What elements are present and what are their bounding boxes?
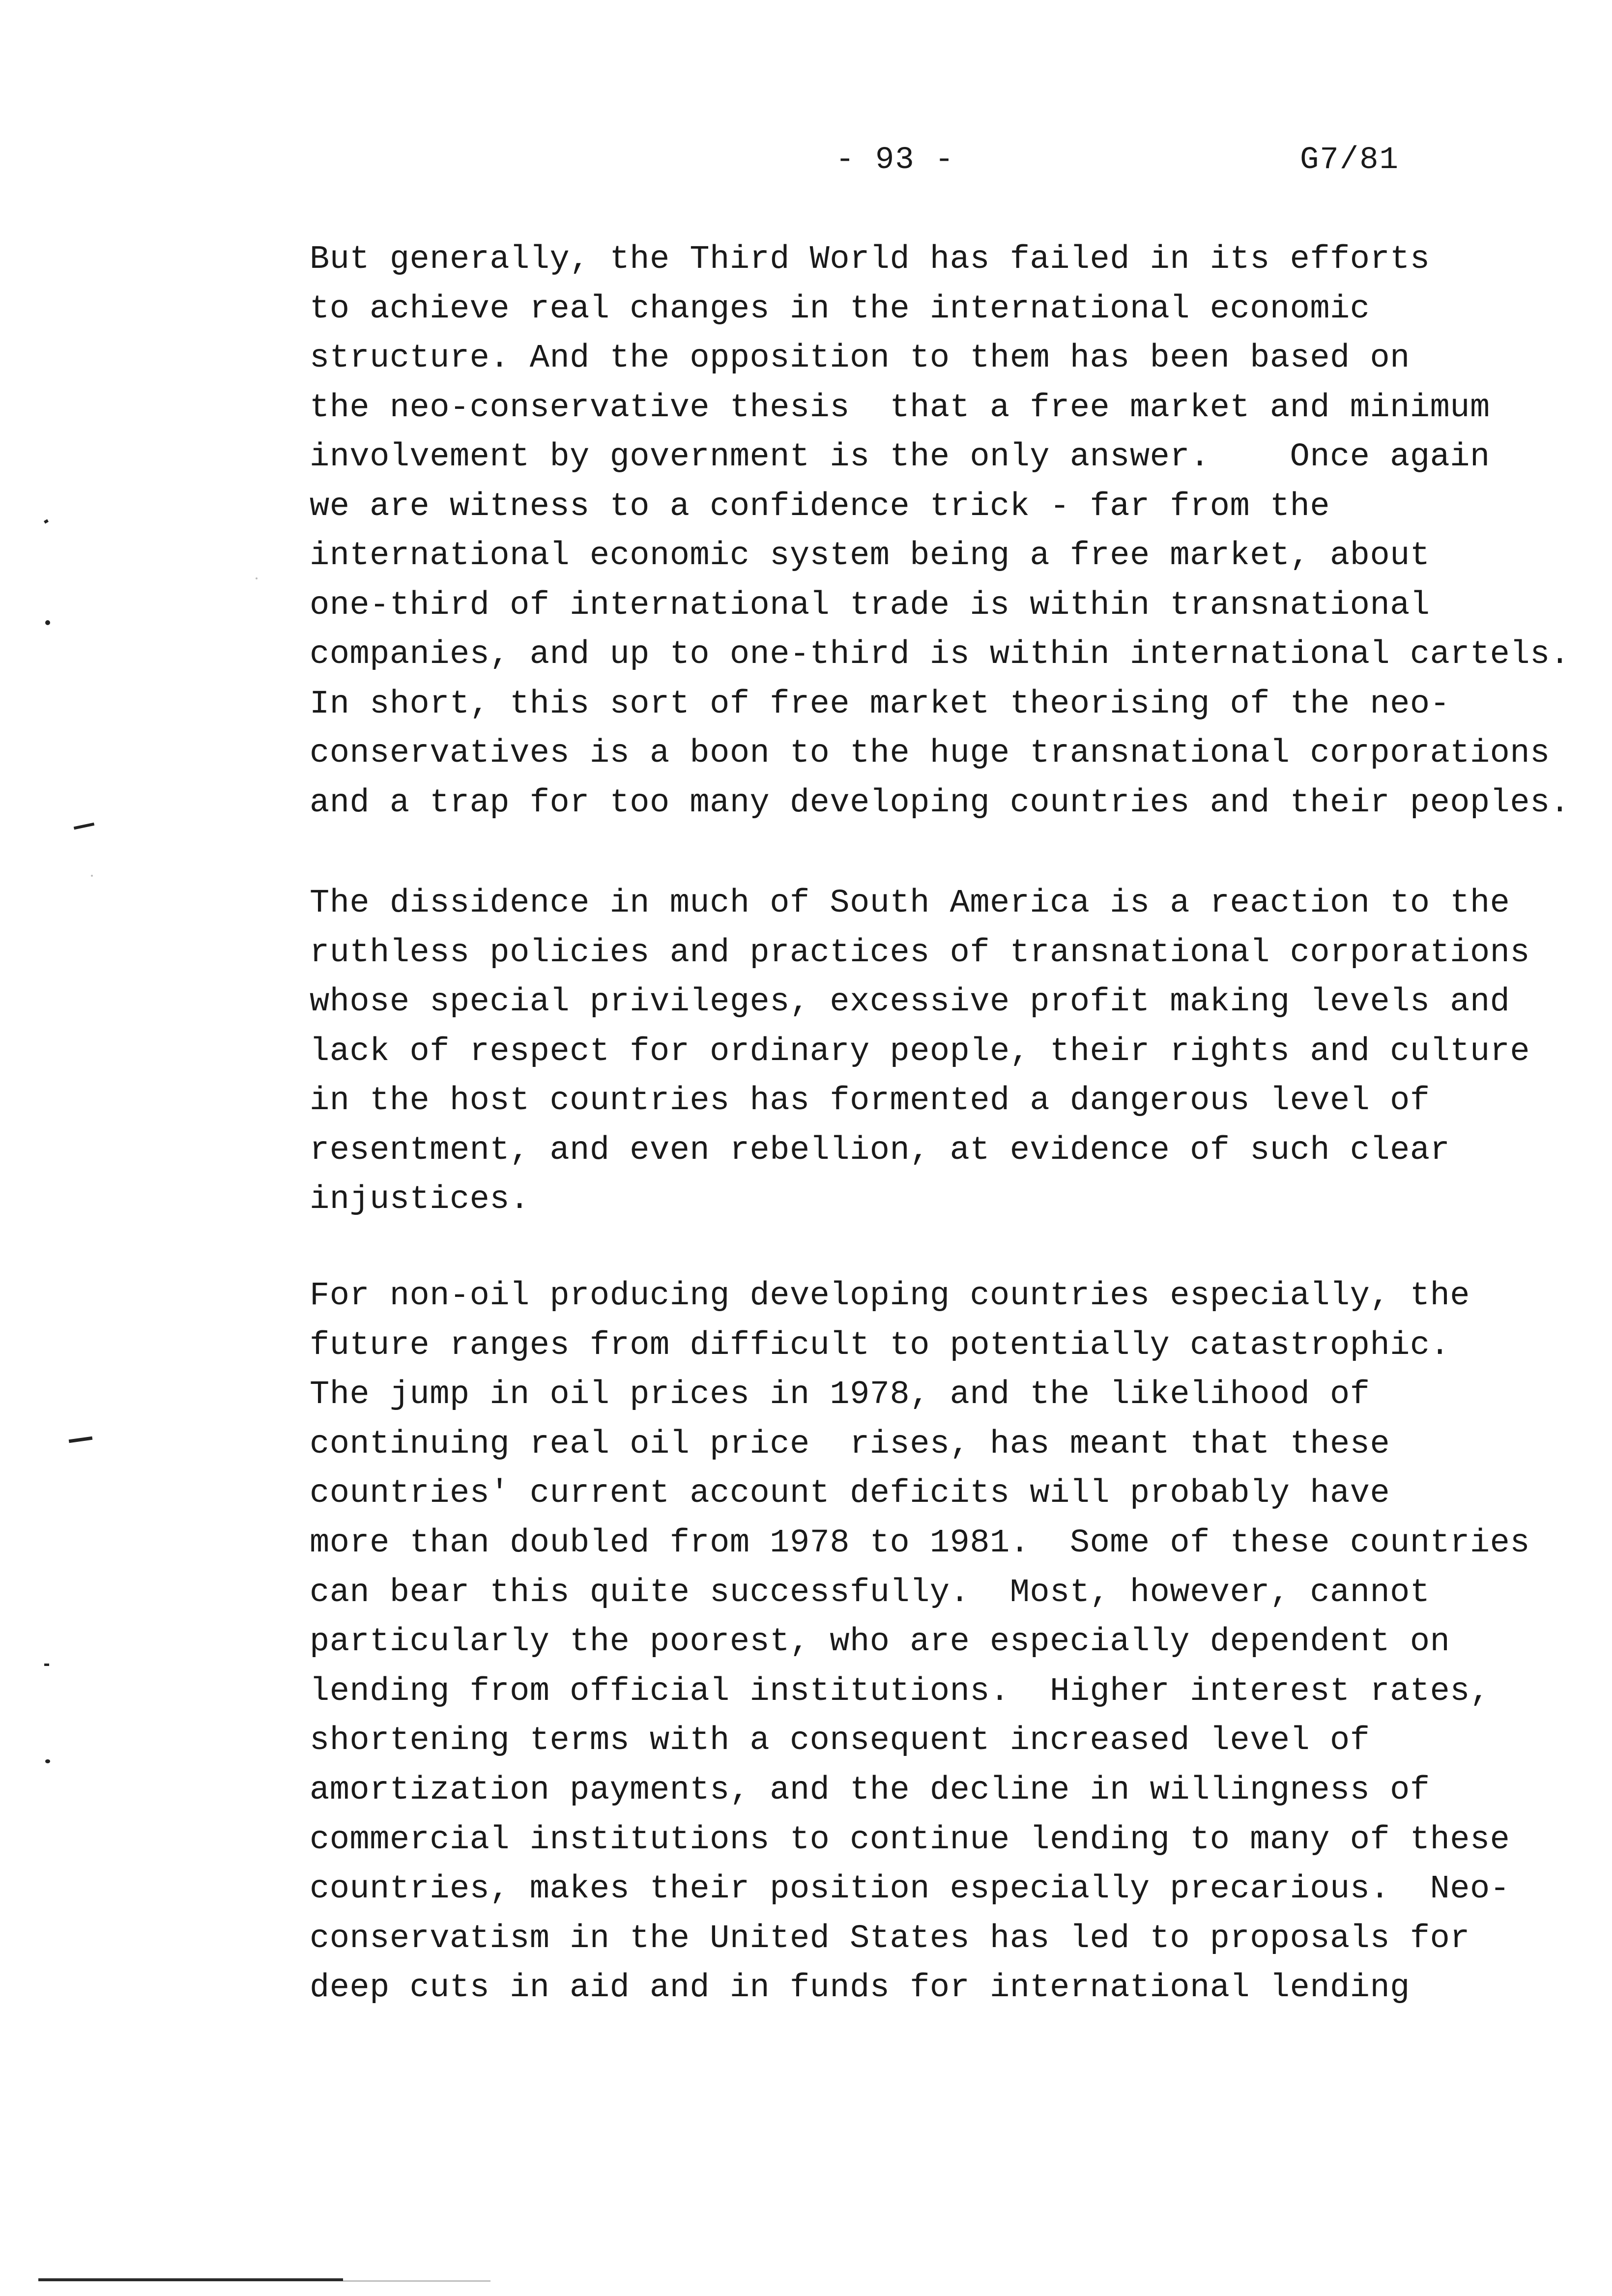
text-line: whose special privileges, excessive profit making levels and xyxy=(310,983,1510,1021)
text-line: deep cuts in aid and in funds for international lending xyxy=(310,1969,1410,2007)
text-line: can bear this quite successfully. Most, however, cannot xyxy=(310,1574,1430,1611)
margin-mark xyxy=(44,1664,49,1666)
text-line: The jump in oil prices in 1978, and the likelihood of xyxy=(310,1376,1370,1414)
text-line: more than doubled from 1978 to 1981. Some of these countries xyxy=(310,1524,1530,1562)
margin-mark xyxy=(69,1436,93,1443)
text-line: commercial institutions to continue lending to many of these xyxy=(310,1821,1510,1859)
paragraph-1 xyxy=(310,235,1587,828)
text-line: lending from official institutions. Higher interest rates, xyxy=(310,1672,1490,1710)
text-line: In short, this sort of free market theorising of the neo- xyxy=(310,685,1450,723)
margin-mark xyxy=(44,519,49,523)
text-line: shortening terms with a consequent increased level of xyxy=(310,1722,1370,1760)
margin-mark xyxy=(45,1759,50,1763)
scan-speck xyxy=(91,875,93,877)
text-line: continuing real oil price rises, has meant that these xyxy=(310,1425,1390,1463)
text-line: injustices. xyxy=(310,1181,530,1218)
text-line: countries' current account deficits will probably have xyxy=(310,1475,1390,1513)
text-line: countries, makes their position especially precarious. Neo- xyxy=(310,1870,1510,1908)
page-number: - 93 - xyxy=(835,143,955,178)
text-line: conservatism in the United States has led to proposals for xyxy=(310,1920,1470,1957)
text-line: future ranges from difficult to potentially catastrophic. xyxy=(310,1326,1450,1364)
text-line: and a trap for too many developing countries and their peoples. xyxy=(310,784,1570,822)
text-line: involvement by government is the only answer. Once again xyxy=(310,438,1490,476)
paragraph-3 xyxy=(310,1271,1587,2013)
scan-speck xyxy=(256,577,258,579)
text-line: resentment, and even rebellion, at evidence of such clear xyxy=(310,1131,1450,1169)
text-line: in the host countries has formented a dangerous level of xyxy=(310,1082,1430,1119)
footer-rule xyxy=(38,2278,343,2281)
text-line: lack of respect for ordinary people, their rights and culture xyxy=(310,1033,1530,1070)
text-line: we are witness to a confidence trick - far from the xyxy=(310,488,1330,525)
text-line: particularly the poorest, who are especially dependent on xyxy=(310,1623,1450,1661)
text-line: conservatives is a boon to the huge transnational corporations xyxy=(310,735,1550,772)
text-line: the neo-conservative thesis that a free market and minimum xyxy=(310,389,1490,427)
footer-rule-faint xyxy=(343,2280,490,2282)
margin-mark xyxy=(74,823,94,830)
text-line: But generally, the Third World has failed in its efforts xyxy=(310,241,1430,278)
text-line: The dissidence in much of South America is a reaction to the xyxy=(310,885,1510,922)
text-line: one-third of international trade is within transnational xyxy=(310,586,1430,624)
text-line: ruthless policies and practices of transnational corporations xyxy=(310,934,1530,972)
margin-mark xyxy=(45,620,50,625)
document-reference: G7/81 xyxy=(1300,143,1400,178)
text-line: international economic system being a free market, about xyxy=(310,537,1430,574)
text-line: For non-oil producing developing countries especially, the xyxy=(310,1277,1470,1315)
text-line: to achieve real changes in the international economic xyxy=(310,290,1370,328)
text-line: amortization payments, and the decline in willingness of xyxy=(310,1771,1430,1809)
text-line: structure. And the opposition to them has been based on xyxy=(310,340,1410,377)
paragraph-2 xyxy=(310,879,1587,1225)
text-line: companies, and up to one-third is within international cartels. xyxy=(310,636,1570,673)
